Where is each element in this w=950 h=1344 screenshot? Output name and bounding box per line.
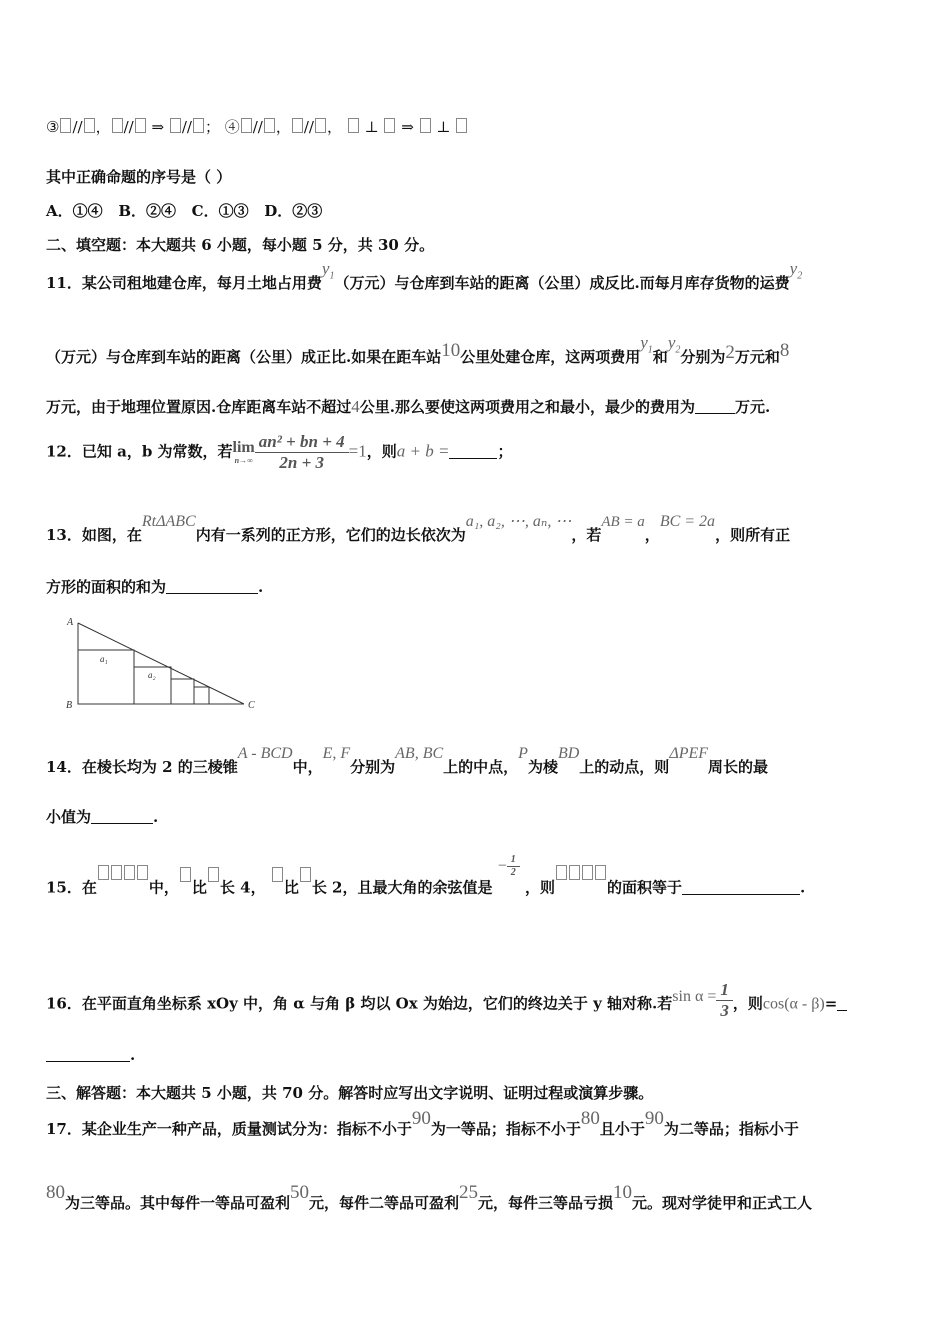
implies-symbol: ⇒ — [151, 118, 165, 136]
q14-text: 小值为 — [46, 808, 92, 826]
answer-blank — [682, 880, 800, 895]
q13-text: 方形的面积的和为 — [46, 578, 167, 596]
cos-value: − $\frac{1}{2}$ — [498, 854, 520, 879]
triangle-squares-figure — [62, 612, 262, 716]
answer-blank — [46, 1047, 130, 1062]
num-10: 10 — [613, 1182, 633, 1203]
q12-text: ； — [497, 442, 513, 461]
missing-glyph — [241, 118, 252, 133]
comma: ， — [275, 118, 291, 136]
ab-bc-symbol: AB, BC — [395, 745, 444, 762]
q15-text: 长 2，且最大角的余弦值是 — [311, 878, 493, 897]
parallel-symbol: // — [123, 118, 134, 136]
answer-blank — [695, 399, 735, 414]
q16-text: . — [130, 1046, 136, 1064]
parallel-symbol: // — [72, 118, 83, 136]
q11-text: 和 — [652, 348, 668, 366]
q16-text: ，则 — [732, 994, 763, 1013]
q15-text: . — [800, 878, 806, 897]
q14-text: 中， — [292, 758, 323, 776]
ef-symbol: E, F — [322, 745, 351, 762]
q17-line2 — [46, 1182, 813, 1214]
semicolon: ； — [204, 118, 220, 136]
prop3-marker: ③ — [46, 118, 60, 136]
label-a: A — [67, 617, 74, 628]
q13-text: 13．如图，在 — [46, 526, 142, 544]
sequence-symbol: a₁, a₂, ⋯, aₙ, ⋯ — [465, 513, 572, 530]
q16-line1 — [46, 980, 847, 1025]
missing-glyph — [292, 118, 303, 133]
q13-text: ， — [644, 526, 660, 544]
q15-text: 比 — [191, 878, 207, 897]
limit-fraction: $\frac{\text{an² + bn + 4}}{2n + 3}$ — [255, 432, 349, 473]
bd-symbol: BD — [557, 745, 580, 762]
q11-line3 — [46, 396, 770, 417]
one-third: $\frac{1}{3}$ — [716, 980, 733, 1021]
missing-glyph — [208, 867, 219, 882]
missing-glyph — [300, 867, 311, 882]
q11-text: 11．某公司租地建仓库，每月土地占用费 — [46, 274, 322, 292]
q17-text: 且小于 — [599, 1120, 645, 1138]
q17-text: 元。现对学徒甲和正式工人 — [632, 1194, 813, 1212]
num-10: 10 — [441, 340, 461, 361]
q16-text: = — [824, 994, 838, 1013]
q15-text: 中， — [148, 878, 179, 897]
q11-text: （万元）与仓库到车站的距离（公里）成反比.而每月库存货物的运费 — [334, 274, 790, 292]
parallel-symbol: // — [303, 118, 314, 136]
y1-symbol: $y_1$ — [321, 259, 335, 282]
num-50: 50 — [290, 1182, 310, 1203]
q14-text: 上的中点， — [443, 758, 519, 776]
q10-prompt: 其中正确命题的序号是（ ） — [46, 168, 232, 186]
missing-glyph-group — [97, 865, 149, 883]
q14-text: 上的动点，则 — [579, 758, 670, 776]
num-25: 25 — [459, 1182, 479, 1203]
missing-glyph — [348, 118, 359, 133]
q13-text: ，则所有正 — [715, 526, 791, 544]
tetrahedron-symbol: A - BCD — [237, 745, 293, 762]
missing-glyph — [456, 118, 467, 133]
q11-text: 分别为 — [680, 348, 726, 366]
missing-glyph — [315, 118, 326, 133]
triangle-symbol: RtΔABC — [141, 513, 196, 530]
missing-glyph — [384, 118, 395, 133]
missing-glyph — [264, 118, 275, 133]
square-a3 — [171, 679, 194, 704]
implies-symbol: ⇒ — [401, 118, 414, 136]
q15-text: 的面积等于 — [607, 878, 683, 897]
missing-glyph — [272, 867, 283, 882]
choice-b: B．②④ — [118, 202, 176, 220]
num-8: 8 — [779, 340, 790, 361]
q13-line1 — [46, 513, 791, 545]
section2-heading: 二、填空题：本大题共 6 小题，每小题 5 分，共 30 分。 — [46, 236, 435, 254]
q15-text: ，则 — [525, 878, 556, 897]
missing-glyph — [170, 118, 181, 133]
missing-glyph — [135, 118, 146, 133]
comma: ， — [95, 118, 111, 136]
missing-glyph — [112, 118, 123, 133]
q17-line1 — [46, 1108, 799, 1140]
q12-line — [46, 432, 512, 473]
choice-a: A．①④ — [46, 202, 103, 220]
comma: ， — [326, 118, 342, 136]
p-symbol: P — [518, 745, 528, 762]
q13-line2 — [46, 576, 263, 597]
q14-text: 14．在棱长均为 2 的三棱锥 — [46, 758, 238, 776]
choice-d: D．②③ — [264, 202, 323, 220]
num-80: 80 — [46, 1182, 65, 1203]
q12-text: ，则 — [366, 442, 397, 461]
q14-text: 分别为 — [350, 758, 396, 776]
q15-text: 比 — [283, 878, 299, 897]
equals-one: =1 — [348, 441, 367, 461]
num-90: 90 — [644, 1108, 664, 1129]
q11-text: 公里.那么要使这两项费用之和最小，最少的费用为 — [359, 398, 695, 416]
q17-text: 为二等品；指标小于 — [663, 1120, 799, 1138]
q17-text: 元，每件三等品亏损 — [478, 1194, 614, 1212]
label-a2: a₂ — [148, 670, 156, 680]
choice-c: C．①③ — [191, 202, 249, 220]
q10-choices — [46, 200, 322, 221]
num-90: 90 — [411, 1108, 431, 1129]
sin-alpha: sin α = — [672, 987, 717, 1005]
q14-line1 — [46, 745, 769, 777]
square-a4 — [194, 687, 209, 704]
q15-text: 15．在 — [46, 878, 97, 897]
answer-blank — [166, 579, 258, 594]
bc-eq: BC = 2a — [659, 513, 716, 530]
q16-text: 16．在平面直角坐标系 xOy 中，角 α 与角 β 均以 Ox 为始边，它们的终边关于 y 轴对称.若 — [46, 994, 673, 1013]
label-a1: a₁ — [100, 654, 108, 664]
q13-text: 内有一系列的正方形，它们的边长依次为 — [195, 526, 466, 544]
q11-line2 — [46, 333, 790, 369]
q17-text: 17．某企业生产一种产品，质量测试分为：指标不小于 — [46, 1120, 412, 1138]
num-2: 2 — [725, 342, 735, 363]
num-80: 80 — [580, 1108, 600, 1129]
cos-alpha-minus-beta: cos(α - β) — [762, 995, 825, 1013]
parallel-symbol: // — [252, 118, 263, 136]
missing-glyph — [420, 118, 431, 133]
q11-text: 万元，由于地理位置原因.仓库距离车站不超过 — [46, 398, 352, 416]
q17-text: 为三等品。其中每件一等品可盈利 — [65, 1194, 291, 1212]
q14-text: . — [153, 808, 159, 826]
q11-text: 万元和 — [734, 348, 780, 366]
q11-text: 万元. — [734, 398, 771, 416]
missing-glyph-group — [555, 865, 607, 883]
q16-line2 — [46, 1046, 135, 1064]
q15-line — [46, 854, 806, 901]
q11-text: 公里处建仓库，这两项费用 — [460, 348, 641, 366]
missing-glyph — [180, 867, 191, 882]
missing-glyph — [193, 118, 204, 133]
y1-symbol: $y_1$ — [640, 333, 653, 356]
ab-eq: AB = a — [601, 514, 645, 530]
missing-glyph — [60, 118, 71, 133]
q17-text: 为一等品；指标不小于 — [430, 1120, 581, 1138]
perp-symbol: ⊥ — [436, 118, 451, 136]
q15-text: 长 4， — [219, 878, 266, 897]
answer-blank — [91, 809, 153, 824]
q13-text: ，若 — [571, 526, 602, 544]
section3-heading: 三、解答题：本大题共 5 小题，共 70 分。解答时应写出文字说明、证明过程或演算步骤。 — [46, 1084, 654, 1102]
a-plus-b: a + b = — [396, 441, 450, 461]
perp-symbol: ⊥ — [364, 118, 379, 136]
prop4-marker: ④ — [224, 118, 240, 136]
q13-text: . — [258, 578, 264, 596]
q17-text: 元，每件二等品可盈利 — [309, 1194, 460, 1212]
limit-symbol: lim n→∞ — [232, 439, 255, 465]
q11-text: （万元）与仓库到车站的距离（公里）成正比.如果在距车站 — [46, 348, 442, 366]
label-c: C — [248, 700, 255, 711]
y2-symbol: $y_2$ — [789, 259, 803, 282]
missing-glyph — [84, 118, 95, 133]
answer-blank — [837, 996, 847, 1011]
y2-symbol: $y_2$ — [667, 333, 681, 356]
answer-blank — [449, 444, 497, 459]
q10-propositions — [46, 116, 468, 137]
q14-text: 为棱 — [527, 758, 558, 776]
q14-text: 周长的最 — [708, 758, 769, 776]
pef-symbol: ΔPEF — [669, 745, 709, 762]
q12-text: 12．已知 a，b 为常数，若 — [46, 442, 233, 461]
q11-line1 — [46, 259, 803, 295]
label-b: B — [66, 700, 73, 711]
q14-line2 — [46, 806, 158, 827]
num-4: 4 — [351, 397, 360, 416]
parallel-symbol: // — [181, 118, 192, 136]
